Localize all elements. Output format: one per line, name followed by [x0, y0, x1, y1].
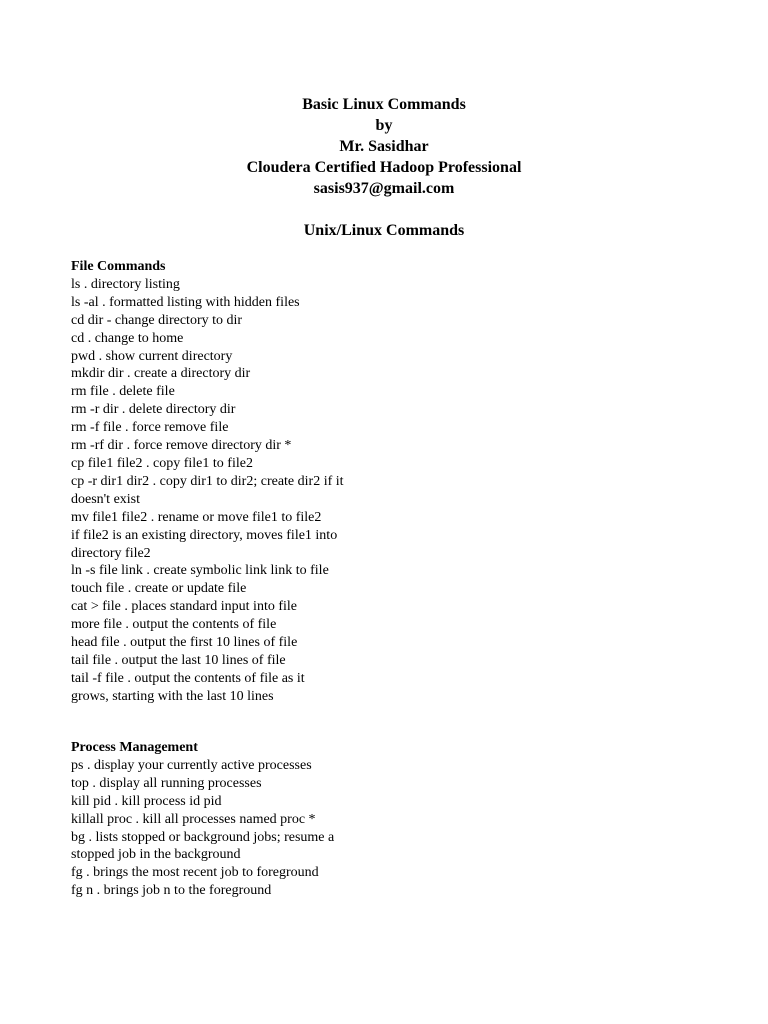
- document-title-block: [0, 94, 768, 199]
- command-line: killall proc . kill all processes named proc *: [71, 811, 316, 827]
- process-management-list: [71, 757, 391, 900]
- command-line: cp -r dir1 dir2 . copy dir1 to dir2; create dir2 if it: [71, 473, 344, 489]
- command-line: more file . output the contents of file: [71, 617, 277, 633]
- command-line: pwd . show current directory: [71, 348, 233, 364]
- process-management-heading: Process Management: [71, 740, 198, 755]
- command-line: tail -f file . output the contents of file as it: [71, 670, 305, 686]
- document-title: Basic Linux Commands: [302, 96, 466, 113]
- command-line: rm -r dir . delete directory dir: [71, 402, 236, 418]
- command-line: top . display all running processes: [71, 775, 262, 791]
- document-subtitle: Unix/Linux Commands: [303, 222, 465, 239]
- command-line: directory file2: [71, 545, 151, 561]
- command-line: rm file . delete file: [71, 384, 175, 400]
- command-line: rm -rf dir . force remove directory dir *: [71, 438, 292, 454]
- command-line: cp file1 file2 . copy file1 to file2: [71, 455, 253, 471]
- author-credential: Cloudera Certified Hadoop Professional: [246, 159, 522, 176]
- command-line: mkdir dir . create a directory dir: [71, 366, 251, 382]
- command-line: tail file . output the last 10 lines of file: [71, 652, 286, 668]
- command-line: grows, starting with the last 10 lines: [71, 688, 274, 704]
- command-line: head file . output the first 10 lines of file: [71, 635, 298, 651]
- command-line: rm -f file . force remove file: [71, 420, 229, 436]
- file-commands-heading: File Commands: [71, 259, 166, 274]
- command-line: bg . lists stopped or background jobs; resume a: [71, 829, 335, 845]
- command-line: ps . display your currently active processes: [71, 757, 312, 773]
- command-line: cat > file . places standard input into file: [71, 599, 297, 615]
- command-line: doesn't exist: [71, 491, 141, 507]
- title-by: by: [375, 117, 393, 134]
- file-commands-section: [71, 258, 391, 706]
- command-line: touch file . create or update file: [71, 581, 247, 597]
- command-line: mv file1 file2 . rename or move file1 to file2: [71, 509, 322, 525]
- command-line: if file2 is an existing directory, moves file1 into: [71, 527, 338, 543]
- author-name: Mr. Sasidhar: [339, 138, 429, 155]
- command-line: fg n . brings job n to the foreground: [71, 883, 272, 899]
- command-line: kill pid . kill process id pid: [71, 793, 222, 809]
- file-commands-list: [71, 276, 391, 706]
- command-line: ls -al . formatted listing with hidden files: [71, 294, 300, 310]
- command-line: cd . change to home: [71, 330, 184, 346]
- command-line: ln -s file link . create symbolic link link to file: [71, 563, 329, 579]
- command-line: fg . brings the most recent job to foreground: [71, 865, 319, 881]
- command-line: stopped job in the background: [71, 847, 241, 863]
- author-email: sasis937@gmail.com: [313, 180, 455, 197]
- command-line: ls . directory listing: [71, 276, 180, 292]
- command-line: cd dir - change directory to dir: [71, 312, 243, 328]
- process-management-section: [71, 739, 391, 900]
